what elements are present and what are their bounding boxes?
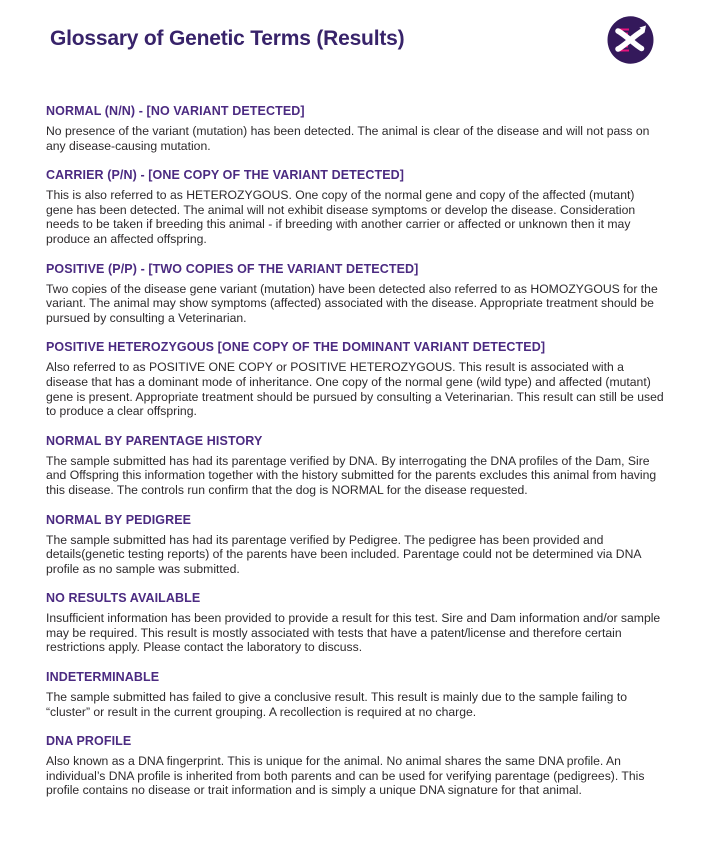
term-heading: NORMAL (N/N) - [NO VARIANT DETECTED] — [46, 104, 305, 118]
glossary-sections — [46, 104, 664, 813]
page-header — [50, 27, 661, 51]
term-description: Also known as a DNA fingerprint. This is unique for the animal. No animal shares the same DNA profile. An individual’s DNA profile is inherited from both parents and can be used for verifying parentage (pedigrees). This profile contains no disease or trait information and is simply a unique DNA signature for that animal. — [46, 754, 645, 798]
glossary-section — [46, 513, 664, 577]
term-description: Insufficient information has been provided to provide a result for this test. Sire and Dam information and/or sample may be required. This result is mostly associated with tests that have a patent/license and therefore certain restrictions apply. Please contact the laboratory to discuss. — [46, 611, 661, 655]
glossary-section — [46, 670, 664, 719]
term-description: No presence of the variant (mutation) has been detected. The animal is clear of the disease and will not pass on any disease-causing mutation. — [46, 124, 650, 153]
glossary-section — [46, 262, 664, 326]
term-heading: CARRIER (P/N) - [ONE COPY OF THE VARIANT DETECTED] — [46, 168, 405, 183]
term-description: The sample submitted has had its parentage verified by Pedigree. The pedigree has been provided and details(genetic testing reports) of the parents have been included. Parentage could not be determined via DNA profile as no sample was submitted. — [46, 532, 641, 576]
glossary-section — [46, 340, 664, 418]
term-heading: POSITIVE HETEROZYGOUS [ONE COPY OF THE DOMINANT VARIANT DETECTED] — [46, 340, 546, 355]
term-description: Two copies of the disease gene variant (mutation) have been detected also referred to as HOMOZYGOUS for the variant. The animal may show symptoms (affected) associated with the disease. Appropriate treatment should be pursued by consulting a Veterinarian. — [46, 281, 658, 325]
term-heading: NO RESULTS AVAILABLE — [46, 591, 201, 606]
term-heading: POSITIVE (P/P) - [TWO COPIES OF THE VARIANT DETECTED] — [46, 261, 419, 276]
brand-logo — [607, 16, 654, 64]
glossary-section — [46, 434, 664, 498]
term-description: The sample submitted has had its parentage verified by DNA. By interrogating the DNA profiles of the Dam, Sire and Offspring this information together with the history submitted for the parents excludes this animal from having this disease. The controls run confirm that the dog is NORMAL for the disease requested. — [46, 453, 657, 497]
glossary-section — [46, 168, 664, 246]
term-heading: INDETERMINABLE — [46, 670, 160, 685]
term-description: This is also referred to as HETEROZYGOUS. One copy of the normal gene and copy of the affected (mutant) gene has been detected. The animal will not exhibit disease symptoms or develop the disease. Consideration needs to be taken if breeding this animal - if breeding with another carrier or affected or unknown then it may produce an affected offspring. — [46, 188, 636, 246]
term-heading: DNA PROFILE — [46, 734, 132, 749]
dna-dog-icon — [607, 16, 654, 64]
term-heading: NORMAL BY PEDIGREE — [46, 512, 192, 527]
term-description: The sample submitted has failed to give a conclusive result. This result is mainly due to the sample failing to “cluster” or result in the current grouping. A recollection is required at no charge. — [46, 690, 628, 719]
term-heading: NORMAL BY PARENTAGE HISTORY — [46, 433, 263, 448]
glossary-section — [46, 591, 664, 655]
page-title: Glossary of Genetic Terms (Results) — [50, 27, 405, 50]
glossary-section — [46, 104, 664, 153]
glossary-section — [46, 734, 664, 798]
term-description: Also referred to as POSITIVE ONE COPY or POSITIVE HETEROZYGOUS. This result is associated with a disease that has a dominant mode of inheritance. One copy of the normal gene (wild type) and affected (mutant) gene is present. Appropriate treatment should be pursued by consulting a Veterinarian. This result can still be used to produce a clear offspring. — [46, 360, 664, 419]
